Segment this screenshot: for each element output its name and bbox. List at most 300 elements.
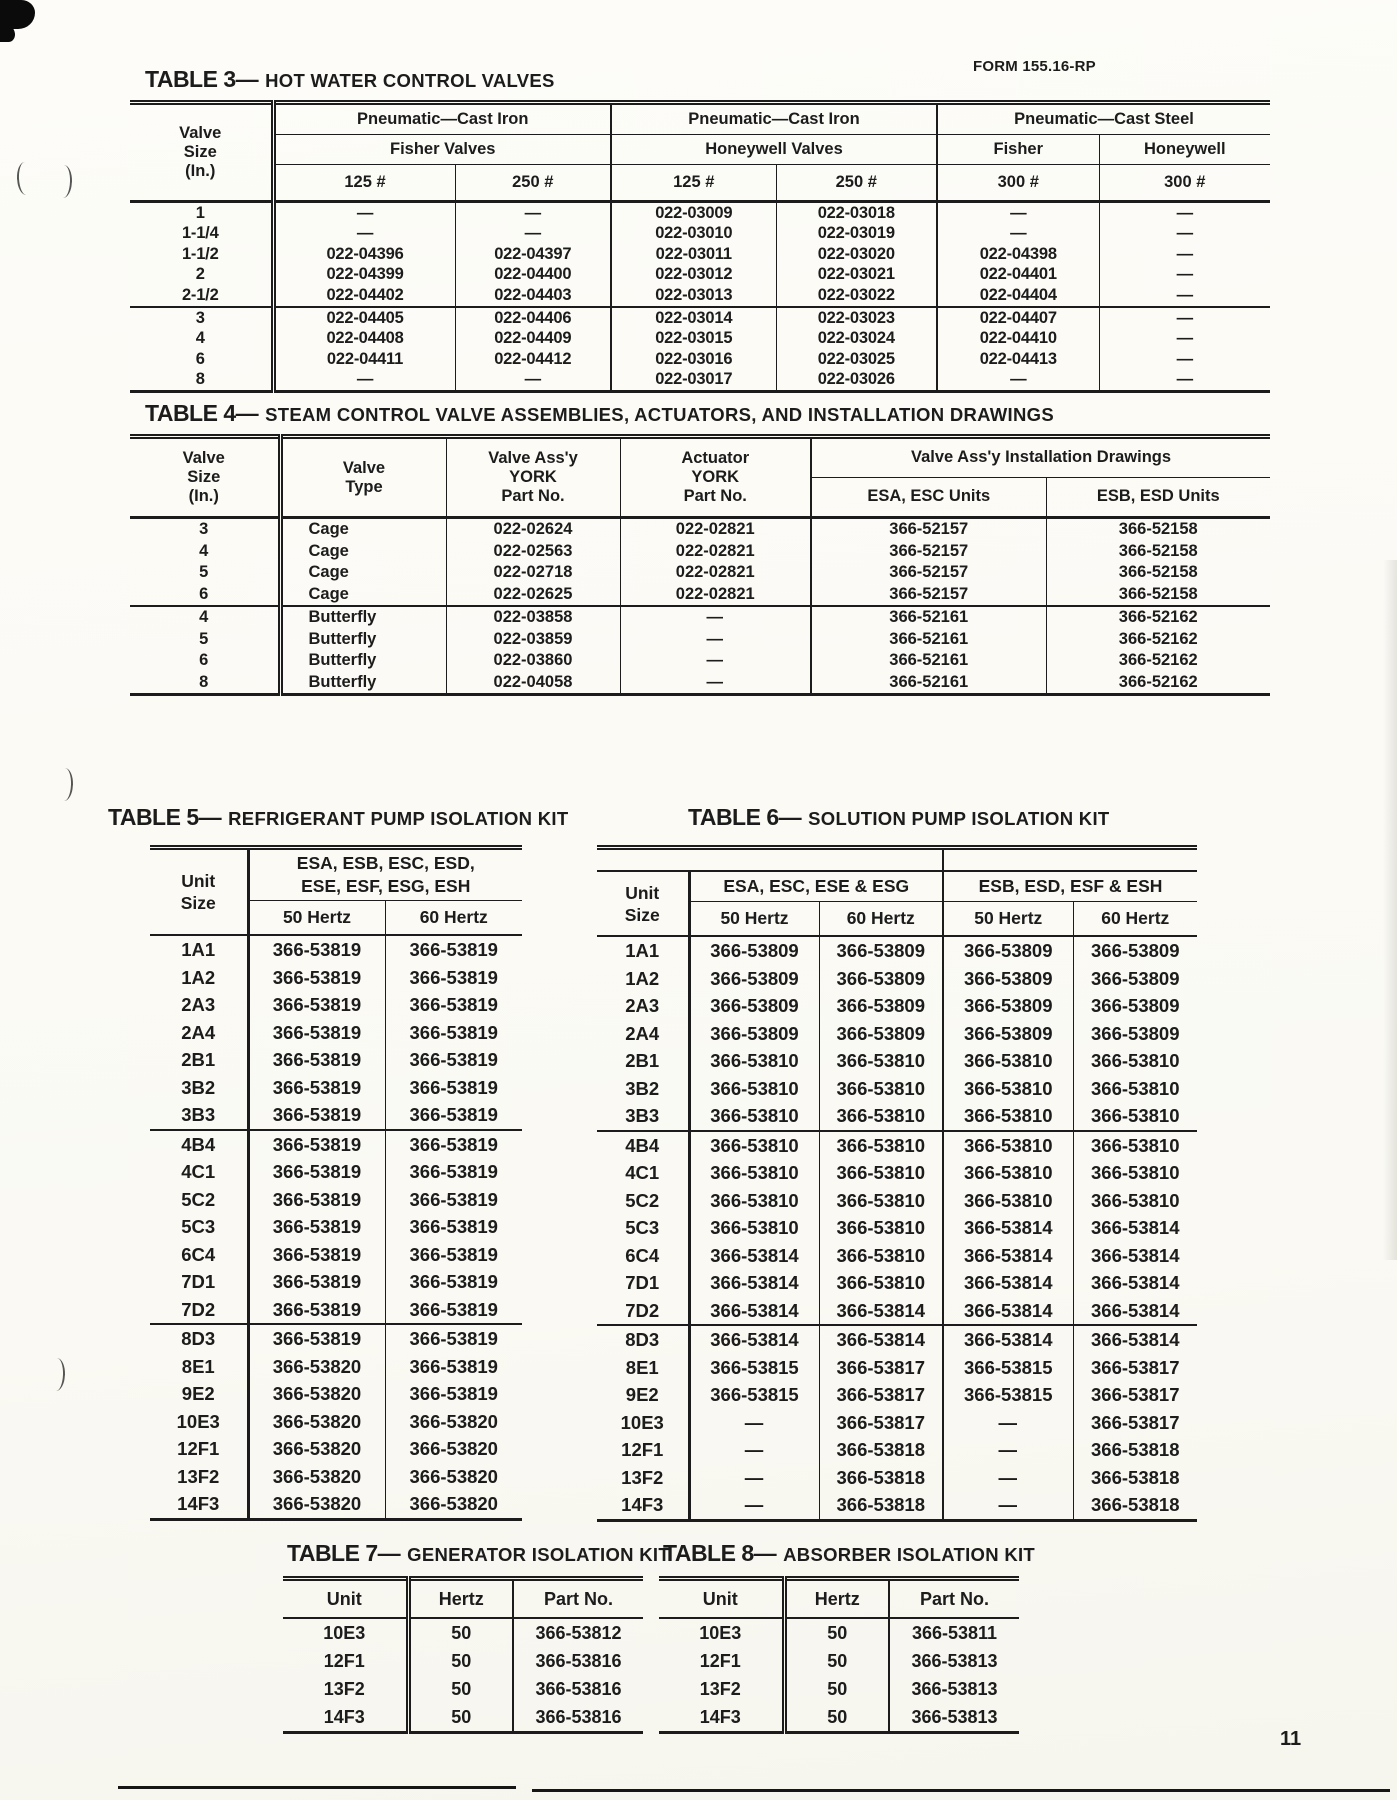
blank-header-band: [943, 848, 1197, 872]
table-row: [150, 1408, 522, 1436]
refrigerant-pump-isolation-kit-table: [150, 845, 522, 1521]
table7-title-text: GENERATOR ISOLATION KIT: [407, 1544, 670, 1565]
part-number-cell: —: [273, 224, 455, 245]
part-number-cell: 50: [408, 1675, 513, 1703]
table-row: [597, 1159, 1197, 1187]
part-number-cell: Butterfly: [280, 606, 446, 629]
part-number-cell: 50: [784, 1618, 889, 1647]
solution-pump-isolation-kit-table: [597, 845, 1197, 1522]
table-row: [130, 672, 1270, 695]
scan-artifact-mark: [47, 1358, 65, 1392]
part-number-cell: 366-53819: [385, 1380, 522, 1408]
part-number-cell: —: [937, 224, 1099, 245]
table-row: [130, 650, 1270, 672]
row-label: 13F2: [177, 1465, 220, 1487]
row-label: 2A4: [181, 1021, 216, 1043]
table4-title: [145, 400, 1054, 427]
table-row: [659, 1618, 1019, 1647]
table-row: [659, 1647, 1019, 1675]
table-row: [597, 1214, 1197, 1242]
row-label: 13F2: [699, 1678, 741, 1699]
row-label: 1A1: [597, 936, 689, 965]
part-number-cell: 022-03860: [446, 650, 620, 672]
part-number-cell: 022-03011: [611, 244, 776, 265]
table-body: [150, 935, 522, 1519]
table-row: [283, 1647, 643, 1675]
table-body: [597, 936, 1197, 1520]
part-number-cell: 366-53820: [385, 1408, 522, 1436]
table7-title-prefix: TABLE 7—: [287, 1540, 401, 1566]
part-number-cell: 366-53817: [819, 1409, 943, 1437]
part-number-cell: 50: [784, 1703, 889, 1733]
part-number-cell: 366-53810: [819, 1047, 943, 1075]
part-number-cell: 366-53810: [1073, 1159, 1197, 1187]
part-number-cell: 366-53814: [819, 1297, 943, 1326]
part-number-cell: 366-53814: [689, 1297, 819, 1326]
part-number-cell: 366-53819: [248, 1296, 385, 1325]
part-number-cell: 366-53810: [1073, 1047, 1197, 1075]
row-label: 2A4: [625, 1022, 660, 1044]
table-row: [150, 1268, 522, 1296]
row-label: 3B3: [597, 1102, 689, 1131]
part-number-cell: 022-02821: [620, 518, 811, 541]
part-number-cell: 022-03026: [776, 370, 937, 392]
part-number-cell: 50: [408, 1703, 513, 1733]
part-number-cell: 366-52162: [1046, 606, 1270, 629]
part-number-cell: 366-53819: [385, 1019, 522, 1047]
part-number-cell: —: [943, 1409, 1073, 1437]
table-row: [130, 265, 1270, 286]
part-number-cell: 022-04399: [273, 265, 455, 286]
table-row: [130, 629, 1270, 651]
part-number-cell: 366-53819: [248, 1019, 385, 1047]
part-number-cell: 022-04397: [455, 244, 611, 265]
part-number-cell: 022-03021: [776, 265, 937, 286]
part-number-cell: 022-02718: [446, 562, 620, 584]
part-number-cell: 022-04409: [455, 329, 611, 350]
column-header-esb-esd-units: ESB, ESD Units: [1046, 478, 1270, 518]
part-number-cell: —: [273, 370, 455, 392]
row-label: 9E2: [181, 1383, 215, 1405]
table-row: [597, 1491, 1197, 1520]
table8-title: [663, 1540, 1035, 1567]
part-number-cell: 366-53819: [385, 1101, 522, 1130]
part-number-cell: 366-53809: [819, 965, 943, 993]
part-number-cell: 50: [784, 1675, 889, 1703]
column-group-header: Pneumatic—Cast Steel: [937, 103, 1270, 135]
part-number-cell: —: [620, 650, 811, 672]
part-number-cell: 366-53814: [689, 1242, 819, 1270]
part-number-cell: 022-03024: [776, 329, 937, 350]
column-subgroup-header: Honeywell: [1099, 135, 1270, 165]
table6-title-text: SOLUTION PUMP ISOLATION KIT: [808, 808, 1110, 829]
part-number-cell: 366-53819: [385, 1213, 522, 1241]
column-header-part-no: Part No.: [513, 1579, 643, 1619]
table3-title-prefix: TABLE 3—: [145, 66, 259, 92]
part-number-cell: 022-04398: [937, 244, 1099, 265]
table-row: [130, 370, 1270, 392]
part-number-cell: 366-53815: [943, 1381, 1073, 1409]
part-number-cell: 022-04413: [937, 349, 1099, 370]
part-number-cell: 366-53814: [1073, 1242, 1197, 1270]
part-number-cell: 366-53819: [248, 991, 385, 1019]
table6-title-prefix: TABLE 6—: [688, 804, 802, 830]
row-label: 5: [199, 563, 209, 582]
table-row: [150, 1296, 522, 1325]
part-number-cell: 366-53813: [889, 1703, 1019, 1733]
part-number-cell: 366-53810: [943, 1102, 1073, 1131]
part-number-cell: 366-53820: [248, 1463, 385, 1491]
table-row: [150, 1130, 522, 1159]
part-number-cell: 366-53810: [689, 1102, 819, 1131]
part-number-cell: 022-04410: [937, 329, 1099, 350]
part-number-cell: 366-53810: [819, 1075, 943, 1103]
table-row: [150, 935, 522, 964]
part-number-cell: 022-04408: [273, 329, 455, 350]
row-label: 2A3: [181, 994, 216, 1016]
part-number-cell: 366-53816: [513, 1675, 643, 1703]
table3-title: [145, 66, 555, 93]
scan-artifact-mark: [55, 768, 73, 802]
column-header-60-hertz: 60 Hertz: [385, 901, 522, 936]
table6-title: [688, 804, 1110, 831]
row-label: 8: [195, 370, 205, 389]
row-label: 3: [130, 518, 280, 541]
column-header-hertz: Hertz: [408, 1579, 513, 1619]
table-header: [130, 103, 1270, 202]
part-number-cell: 366-52157: [811, 562, 1046, 584]
table-row: [130, 562, 1270, 584]
column-header-unit: Unit: [326, 1588, 362, 1609]
column-header-rating: 300 #: [1099, 165, 1270, 202]
part-number-cell: —: [1099, 202, 1270, 224]
column-header-valve-assy: Valve Ass'y YORK Part No.: [446, 437, 620, 518]
row-label: 8E1: [625, 1356, 659, 1378]
part-number-cell: 366-53819: [248, 1213, 385, 1241]
part-number-cell: Butterfly: [280, 672, 446, 695]
column-subgroup-header: Honeywell Valves: [611, 135, 937, 165]
part-number-cell: 366-53810: [819, 1159, 943, 1187]
part-number-cell: 022-04411: [273, 349, 455, 370]
part-number-cell: 022-03018: [776, 202, 937, 224]
row-label: 6: [195, 349, 205, 368]
part-number-cell: 022-02563: [446, 541, 620, 563]
part-number-cell: 022-02821: [620, 541, 811, 563]
part-number-cell: 366-53819: [248, 964, 385, 992]
part-number-cell: 366-53812: [513, 1618, 643, 1647]
table-row: [597, 1464, 1197, 1492]
table-row: [597, 1381, 1197, 1409]
part-number-cell: —: [1099, 329, 1270, 350]
table-row: [130, 285, 1270, 307]
table-row: [150, 991, 522, 1019]
table-row: [659, 1703, 1019, 1733]
table-row: [130, 224, 1270, 245]
part-number-cell: Cage: [280, 518, 446, 541]
table-body: [283, 1618, 643, 1733]
part-number-cell: 366-52158: [1046, 541, 1270, 563]
row-label: 6C4: [181, 1243, 216, 1265]
part-number-cell: —: [620, 672, 811, 695]
row-label: 5: [199, 629, 209, 648]
table8-title-prefix: TABLE 8—: [663, 1540, 777, 1566]
part-number-cell: 366-53819: [385, 1268, 522, 1296]
table-row: [150, 964, 522, 992]
table-row: [130, 329, 1270, 350]
part-number-cell: —: [1099, 244, 1270, 265]
part-number-cell: —: [943, 1491, 1073, 1520]
part-number-cell: 366-53820: [248, 1435, 385, 1463]
part-number-cell: 366-53811: [889, 1618, 1019, 1647]
part-number-cell: 366-53809: [943, 965, 1073, 993]
table-row: [597, 1102, 1197, 1131]
part-number-cell: 366-53810: [943, 1159, 1073, 1187]
part-number-cell: Cage: [280, 541, 446, 563]
part-number-cell: 366-53819: [248, 1324, 385, 1353]
part-number-cell: 366-53819: [385, 1186, 522, 1214]
table-body: [130, 518, 1270, 695]
part-number-cell: 366-53817: [1073, 1409, 1197, 1437]
part-number-cell: 366-52157: [811, 541, 1046, 563]
part-number-cell: 366-53815: [689, 1354, 819, 1382]
part-number-cell: —: [1099, 224, 1270, 245]
part-number-cell: 366-52158: [1046, 562, 1270, 584]
part-number-cell: 366-53810: [1073, 1131, 1197, 1160]
part-number-cell: 366-53810: [819, 1214, 943, 1242]
part-number-cell: 366-53810: [689, 1075, 819, 1103]
part-number-cell: 366-52161: [811, 672, 1046, 695]
part-number-cell: 022-03016: [611, 349, 776, 370]
column-subgroup-header: Fisher: [937, 135, 1099, 165]
row-label: 3: [195, 308, 205, 327]
part-number-cell: 366-53809: [1073, 965, 1197, 993]
row-label: 8: [199, 672, 209, 691]
row-label: 5C2: [625, 1189, 660, 1211]
part-number-cell: —: [1099, 265, 1270, 286]
part-number-cell: 366-53819: [248, 935, 385, 964]
table4-title-prefix: TABLE 4—: [145, 400, 259, 426]
part-number-cell: 366-53819: [248, 1101, 385, 1130]
row-label: 7D1: [181, 1271, 216, 1293]
part-number-cell: 366-53820: [385, 1435, 522, 1463]
row-label: 4B4: [625, 1134, 660, 1156]
part-number-cell: 366-53809: [819, 936, 943, 965]
part-number-cell: 366-53814: [1073, 1214, 1197, 1242]
table4-title-text: STEAM CONTROL VALVE ASSEMBLIES, ACTUATORS, AND INSTALLATION DRAWINGS: [265, 404, 1054, 425]
row-label: 1-1/4: [181, 224, 219, 243]
scan-artifact-mark: [54, 165, 72, 199]
table-row: [597, 1131, 1197, 1160]
part-number-cell: 366-53814: [943, 1297, 1073, 1326]
part-number-cell: 366-52157: [811, 518, 1046, 541]
row-label: 1-1/2: [181, 244, 219, 263]
part-number-cell: 366-53819: [248, 1241, 385, 1269]
column-header-50-hertz: 50 Hertz: [943, 902, 1073, 937]
table-row: [659, 1675, 1019, 1703]
part-number-cell: —: [937, 370, 1099, 392]
row-label: 7D2: [597, 1297, 689, 1326]
part-number-cell: 366-53820: [248, 1353, 385, 1381]
row-label: 4: [199, 608, 209, 627]
part-number-cell: —: [273, 202, 455, 224]
column-header-rating: 300 #: [937, 165, 1099, 202]
part-number-cell: 366-53810: [689, 1159, 819, 1187]
scan-artifact-mark: [16, 162, 35, 196]
row-label: 5C3: [181, 1216, 216, 1238]
table-row: [597, 1020, 1197, 1048]
row-label: 6C4: [625, 1244, 660, 1266]
part-number-cell: 022-04402: [273, 285, 455, 307]
table-row: [597, 936, 1197, 965]
part-number-cell: 366-53819: [385, 991, 522, 1019]
row-label: 13F2: [323, 1678, 365, 1699]
part-number-cell: —: [937, 202, 1099, 224]
part-number-cell: 366-53816: [513, 1703, 643, 1733]
table-row: [130, 244, 1270, 265]
part-number-cell: 366-53809: [689, 965, 819, 993]
part-number-cell: —: [1099, 370, 1270, 392]
table-row: [597, 1436, 1197, 1464]
row-label: 12F1: [323, 1650, 365, 1671]
row-label: 7D1: [625, 1272, 660, 1294]
part-number-cell: 366-53814: [689, 1325, 819, 1354]
table-row: [150, 1435, 522, 1463]
part-number-cell: 366-53818: [1073, 1436, 1197, 1464]
part-number-cell: 366-53817: [1073, 1381, 1197, 1409]
table-row: [597, 1269, 1197, 1297]
row-label: 4B4: [181, 1133, 216, 1155]
part-number-cell: 366-53810: [1073, 1075, 1197, 1103]
part-number-cell: Cage: [280, 562, 446, 584]
part-number-cell: 022-03013: [611, 285, 776, 307]
part-number-cell: Cage: [280, 584, 446, 607]
part-number-cell: 022-03012: [611, 265, 776, 286]
column-header-50-hertz: 50 Hertz: [282, 907, 352, 928]
part-number-cell: 366-53810: [819, 1187, 943, 1215]
table-row: [150, 1353, 522, 1381]
part-number-cell: 366-52161: [811, 606, 1046, 629]
part-number-cell: 022-02624: [446, 518, 620, 541]
table-row: [283, 1618, 643, 1647]
part-number-cell: 366-53814: [1073, 1325, 1197, 1354]
column-header-60-hertz: 60 Hertz: [1073, 902, 1197, 937]
row-label: 14F3: [621, 1494, 664, 1516]
part-number-cell: 366-53819: [385, 1046, 522, 1074]
part-number-cell: 022-04407: [937, 307, 1099, 329]
table-row: [130, 541, 1270, 563]
part-number-cell: 366-53819: [248, 1186, 385, 1214]
table-row: [130, 202, 1270, 224]
row-label: 14F3: [699, 1706, 741, 1727]
part-number-cell: 022-04400: [455, 265, 611, 286]
row-label: 2-1/2: [130, 285, 273, 307]
part-number-cell: —: [455, 370, 611, 392]
row-label: 4: [199, 541, 209, 560]
table-row: [597, 1187, 1197, 1215]
part-number-cell: 366-53814: [689, 1269, 819, 1297]
part-number-cell: 022-02625: [446, 584, 620, 607]
column-header-rating: 125 #: [611, 165, 776, 202]
row-label: 3B2: [181, 1076, 216, 1098]
table-row: [150, 1213, 522, 1241]
table-row: [597, 1409, 1197, 1437]
part-number-cell: Butterfly: [280, 650, 446, 672]
part-number-cell: 366-53819: [385, 1158, 522, 1186]
hot-water-control-valves-table: [130, 100, 1270, 393]
table-row: [150, 1380, 522, 1408]
column-group-header-models: ESA, ESB, ESC, ESD, ESE, ESF, ESG, ESH: [248, 848, 522, 901]
part-number-cell: 366-53814: [819, 1325, 943, 1354]
row-label: 14F3: [177, 1493, 220, 1515]
part-number-cell: 022-04396: [273, 244, 455, 265]
part-number-cell: 366-53815: [943, 1354, 1073, 1382]
part-number-cell: 366-53810: [943, 1075, 1073, 1103]
row-label: 8D3: [625, 1329, 660, 1351]
part-number-cell: 366-53817: [819, 1354, 943, 1382]
part-number-cell: 366-53818: [819, 1491, 943, 1520]
part-number-cell: 366-53809: [943, 992, 1073, 1020]
table-row: [150, 1463, 522, 1491]
part-number-cell: 366-52161: [811, 650, 1046, 672]
part-number-cell: 366-53818: [819, 1464, 943, 1492]
part-number-cell: 022-03015: [611, 329, 776, 350]
table-row: [597, 1354, 1197, 1382]
row-label: 3B3: [150, 1101, 248, 1130]
blank-header-band: [597, 848, 943, 872]
column-header-rating: 125 #: [344, 172, 386, 191]
part-number-cell: 50: [408, 1618, 513, 1647]
part-number-cell: 366-53809: [1073, 936, 1197, 965]
column-header-valve-size: Valve Size (In.): [130, 103, 273, 202]
row-label: 4C1: [181, 1161, 216, 1183]
table5-title-prefix: TABLE 5—: [108, 804, 222, 830]
part-number-cell: 366-53820: [385, 1463, 522, 1491]
row-label: 12F1: [177, 1438, 220, 1460]
column-header-60-hertz: 60 Hertz: [819, 902, 943, 937]
part-number-cell: 022-03017: [611, 370, 776, 392]
part-number-cell: 50: [784, 1647, 889, 1675]
table5-title-text: REFRIGERANT PUMP ISOLATION KIT: [228, 808, 569, 829]
part-number-cell: 366-52157: [811, 584, 1046, 607]
part-number-cell: 022-02821: [620, 562, 811, 584]
table-row: [150, 1019, 522, 1047]
part-number-cell: —: [455, 202, 611, 224]
part-number-cell: 366-53819: [248, 1074, 385, 1102]
table-row: [150, 1101, 522, 1130]
column-header-rating: 250 #: [455, 165, 611, 202]
part-number-cell: 366-53820: [248, 1380, 385, 1408]
table-row: [597, 1325, 1197, 1354]
part-number-cell: 022-02821: [620, 584, 811, 607]
column-header-esa-esc-units: ESA, ESC Units: [811, 478, 1046, 518]
part-number-cell: 022-04405: [273, 307, 455, 329]
part-number-cell: 366-53809: [689, 936, 819, 965]
part-number-cell: 366-53814: [943, 1214, 1073, 1242]
part-number-cell: 366-53810: [689, 1047, 819, 1075]
part-number-cell: 022-03014: [611, 307, 776, 329]
part-number-cell: 366-53810: [819, 1269, 943, 1297]
part-number-cell: —: [455, 224, 611, 245]
table5-title: [108, 804, 568, 831]
part-number-cell: 366-52158: [1046, 518, 1270, 541]
row-label: 5C3: [625, 1217, 660, 1239]
part-number-cell: 366-53818: [819, 1436, 943, 1464]
column-group-header-drawings: Valve Ass'y Installation Drawings: [811, 437, 1270, 478]
table-header: [597, 848, 1197, 937]
row-label: 12F1: [699, 1650, 741, 1671]
row-label: 1A2: [181, 966, 216, 988]
row-label: 2B1: [625, 1050, 660, 1072]
